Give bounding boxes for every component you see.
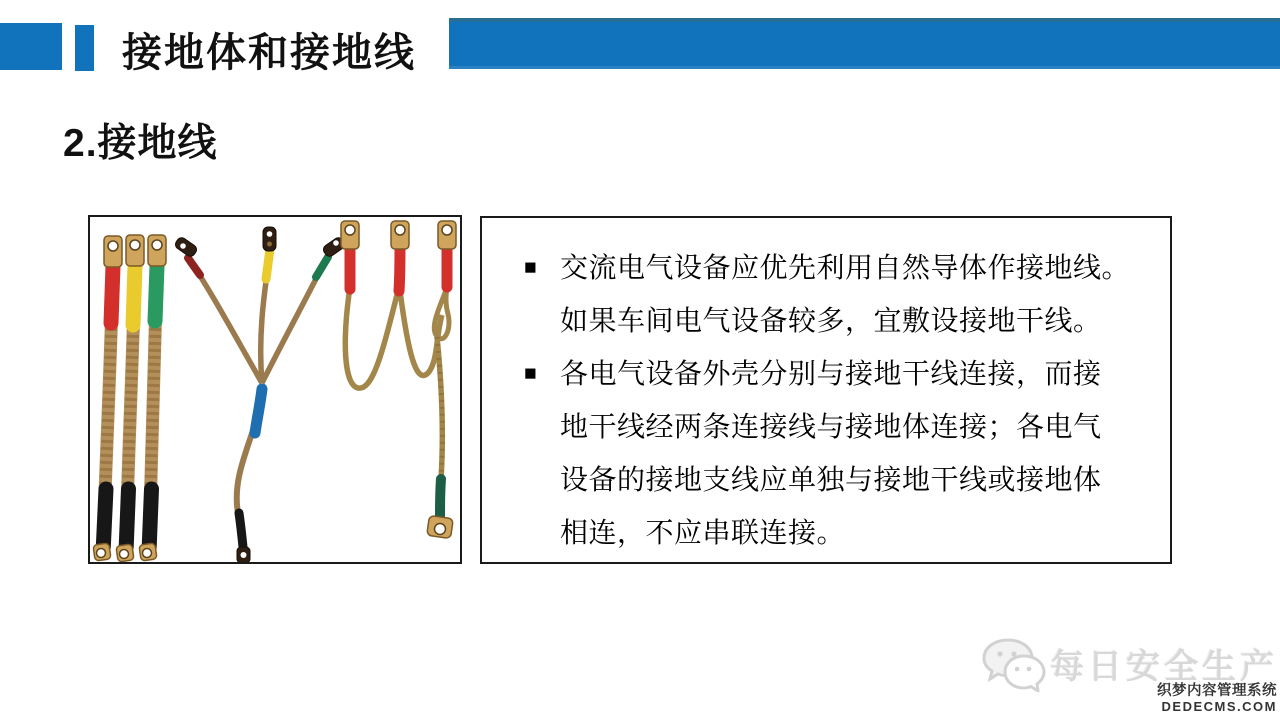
bullet-square-icon: ■ xyxy=(524,362,537,385)
cms-watermark xyxy=(1157,684,1277,714)
header-right-accent-bar xyxy=(449,18,1280,69)
bullet-text-panel xyxy=(480,216,1172,564)
brass-lug-icon xyxy=(341,221,456,249)
chat-bubbles-logo-icon xyxy=(978,634,1050,692)
multi-terminal-grounding-harness xyxy=(341,221,456,539)
bullet-line: 相连，不应串联连接。 xyxy=(560,517,846,548)
brass-lug-icon xyxy=(427,515,454,538)
bullet-line: 地干线经两条连接线与接地体连接；各电气 xyxy=(560,411,1102,442)
branched-grounding-harness xyxy=(174,227,347,562)
brass-lug-icon xyxy=(104,235,166,267)
page-title: 接地体和接地线 xyxy=(122,31,416,75)
straight-grounding-straps xyxy=(93,235,166,562)
bullet-line: 如果车间电气设备较多，宜敷设接地干线。 xyxy=(560,305,1102,336)
section-subtitle: 2.接地线 xyxy=(63,122,218,165)
bullet-square-icon: ■ xyxy=(524,256,537,279)
bullet-text xyxy=(560,347,1142,559)
bullet-text xyxy=(560,241,1142,347)
bullet-item xyxy=(524,241,1142,347)
grounding-wires-photo-panel xyxy=(88,215,462,564)
cms-watermark-domain: DEDECMS.COM xyxy=(1161,698,1277,714)
brass-lug-icon xyxy=(93,543,157,562)
header-left-accent-block xyxy=(0,23,62,70)
grounding-wires-photo xyxy=(90,217,460,562)
bullet-item xyxy=(524,347,1142,559)
bullet-line: 设备的接地支线应单独与接地干线或接地体 xyxy=(560,464,1102,495)
bullet-line: 交流电气设备应优先利用自然导体作接地线。 xyxy=(560,252,1131,283)
cms-watermark-name: 织梦内容管理系统 xyxy=(1157,683,1277,699)
bullet-line: 各电气设备外壳分别与接地干线连接，而接 xyxy=(560,358,1102,389)
brand-watermark-text: 每日安全生产 xyxy=(1050,647,1278,686)
header-accent-tick xyxy=(75,25,94,71)
